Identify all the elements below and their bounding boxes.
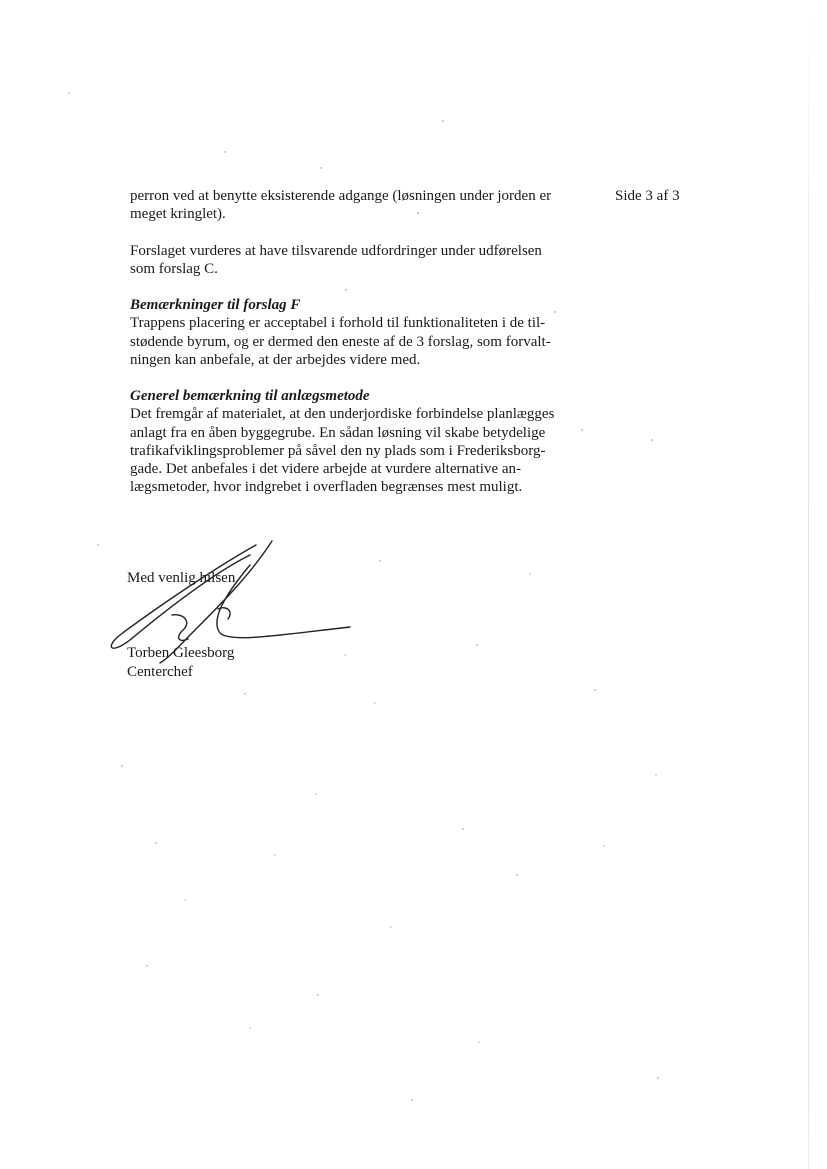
text-line: Forslaget vurderes at have tilsvarende udfordringer under udførelsen (130, 242, 542, 259)
text-line: meget kringlet). (130, 206, 226, 223)
scan-edge (808, 0, 809, 1169)
section-heading: Generel bemærkning til anlægsmetode (130, 388, 370, 405)
text-line: trafikafviklingsproblemer på såvel den ny plads som i Frederiksborg- (130, 442, 546, 459)
text-line: Trappens placering er acceptabel i forhold til funktionaliteten i de til- (130, 315, 546, 332)
signer-name: Torben Gleesborg (127, 645, 235, 661)
section-heading: Bemærkninger til forslag F (130, 297, 301, 314)
text-line: som forslag C. (130, 260, 218, 277)
text-line: perron ved at benytte eksisterende adgange (løsningen under jorden er (130, 188, 552, 204)
text-line: stødende byrum, og er dermed den eneste af de 3 forslag, som forvalt- (130, 333, 551, 350)
text-line: anlagt fra en åben byggegrube. En sådan løsning vil skabe betydelige (130, 424, 546, 441)
text-line: gade. Det anbefales i det videre arbejde at vurdere alternative an- (130, 461, 522, 477)
text-line: Det fremgår af materialet, at den underjordiske forbindelse planlægges (130, 406, 555, 423)
page-number: Side 3 af 3 (615, 188, 680, 204)
signer-title: Centerchef (127, 663, 193, 680)
closing-greeting: Med venlig hilsen (127, 570, 236, 586)
text-line: ningen kan anbefale, at der arbejdes videre med. (130, 351, 421, 368)
text-line: lægsmetoder, hvor indgrebet i overfladen begrænses mest muligt. (130, 479, 523, 496)
